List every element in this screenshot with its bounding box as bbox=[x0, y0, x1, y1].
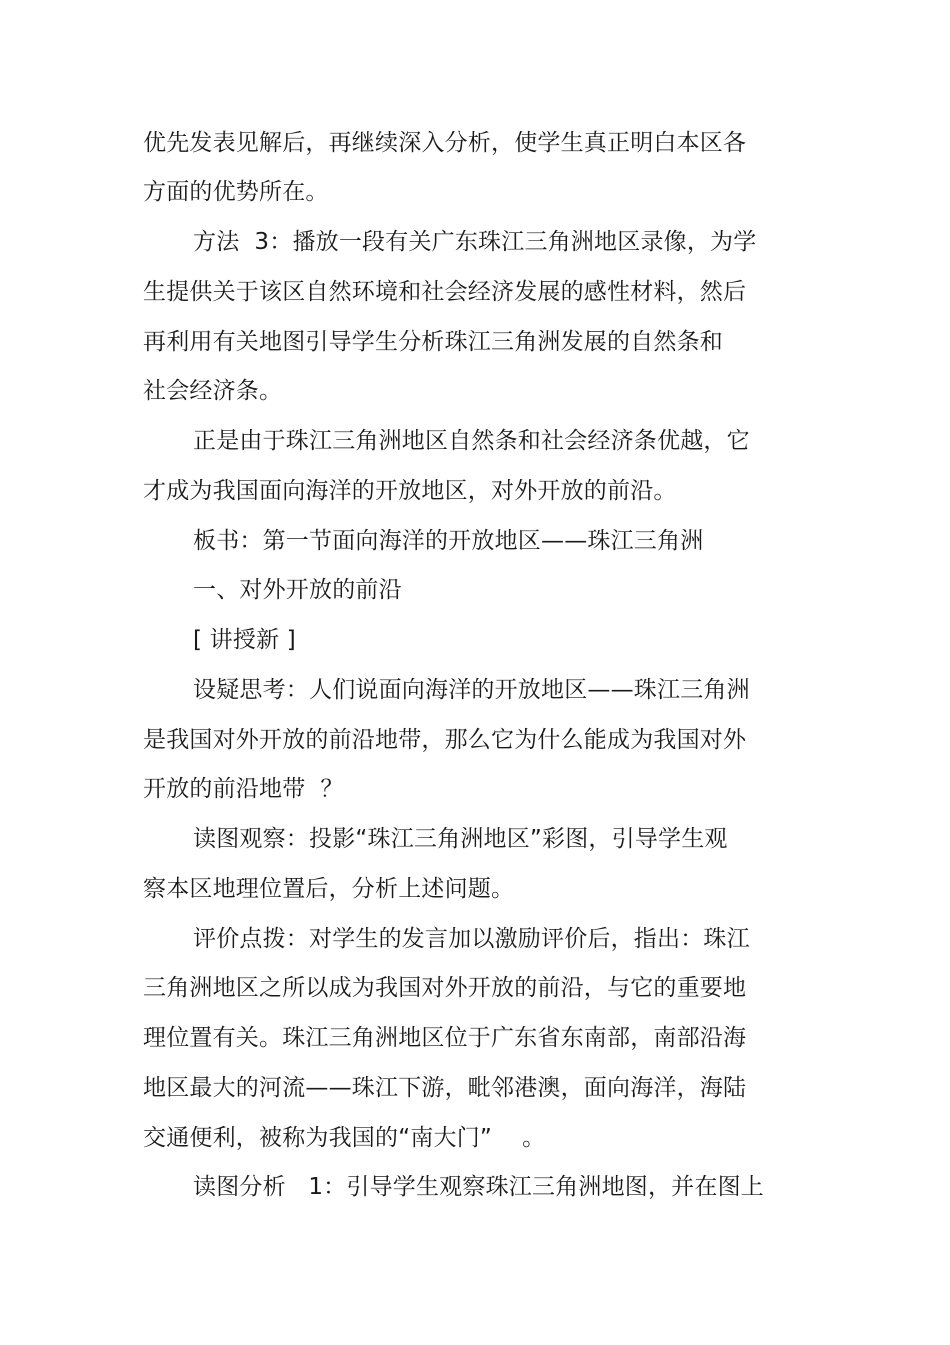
text-line-20: 地区最大的河流——珠江下游，毗邻港澳，面向海洋，海陆 bbox=[143, 1075, 747, 1101]
text-line-14: 开放的前沿地带 ？ bbox=[143, 776, 344, 802]
text-line-18: 三角洲地区之所以成为我国对外开放的前沿，与它的重要地 bbox=[143, 975, 747, 1001]
text-line-3: 方法 3：播放一段有关广东珠江三角洲地区录像，为学 bbox=[193, 229, 757, 255]
text-line-4: 生提供关于该区自然环境和社会经济发展的感性材料，然后 bbox=[143, 279, 747, 305]
text-line-12: 设疑思考：人们说面向海洋的开放地区——珠江三角洲 bbox=[193, 677, 750, 703]
text-line-19: 理位置有关。珠江三角洲地区位于广东省东南部，南部沿海 bbox=[143, 1025, 747, 1051]
text-line-16: 察本区地理位置后，分析上述问题。 bbox=[143, 876, 515, 902]
text-line-10: 一、对外开放的前沿 bbox=[193, 577, 402, 603]
text-line-17: 评价点拨：对学生的发言加以激励评价后，指出：珠江 bbox=[193, 926, 750, 952]
text-line-7: 正是由于珠江三角洲地区自然条和社会经济条优越，它 bbox=[193, 428, 750, 454]
text-line-1: 优先发表见解后，再继续深入分析，使学生真正明白本区各 bbox=[143, 130, 747, 156]
text-line-9: 板书：第一节面向海洋的开放地区——珠江三角洲 bbox=[193, 528, 704, 554]
text-line-11: [ 讲授新 ] bbox=[193, 627, 296, 653]
text-line-13: 是我国对外开放的前沿地带，那么它为什么能成为我国对外 bbox=[143, 727, 747, 753]
text-line-15: 读图观察：投影“珠江三角洲地区”彩图，引导学生观 bbox=[193, 826, 728, 852]
text-line-8: 才成为我国面向海洋的开放地区，对外开放的前沿。 bbox=[143, 478, 677, 504]
text-line-22: 读图分析 1：引导学生观察珠江三角洲地图，并在图上 bbox=[193, 1174, 764, 1200]
text-line-5: 再利用有关地图引导学生分析珠江三角洲发展的自然条和 bbox=[143, 329, 723, 355]
text-line-2: 方面的优势所在。 bbox=[143, 179, 329, 205]
text-line-21: 交通便利，被称为我国的“南大门” 。 bbox=[143, 1125, 546, 1151]
text-line-6: 社会经济条。 bbox=[143, 378, 283, 404]
